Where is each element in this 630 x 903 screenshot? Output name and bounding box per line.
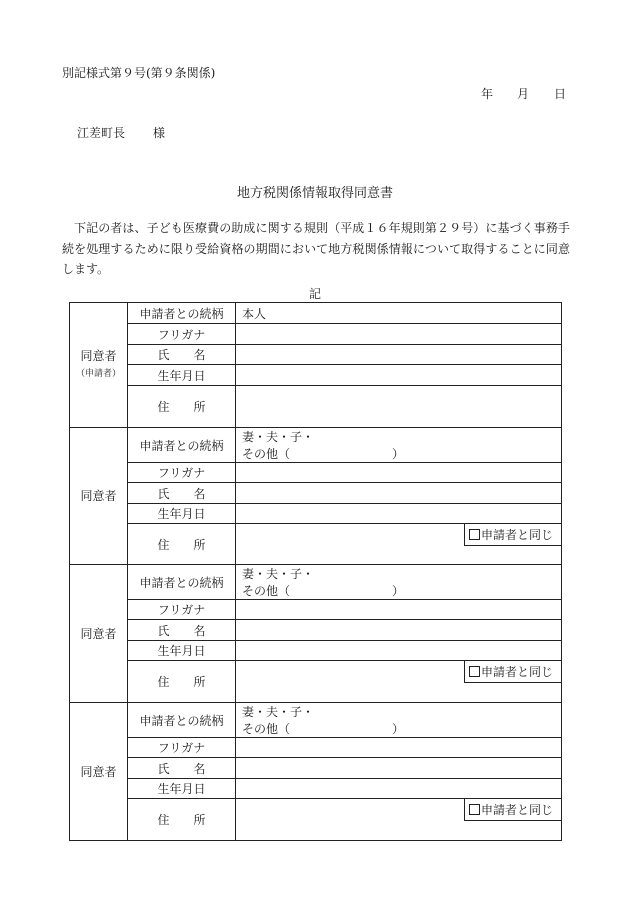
birthdate-label: 生年月日 [128, 641, 236, 661]
table-row [70, 463, 562, 483]
consent-form-table [69, 302, 562, 841]
document-title: 地方税関係情報取得同意書 [236, 186, 393, 201]
table-row [70, 600, 562, 620]
name-label: 氏 名 [128, 345, 236, 365]
birthdate-field[interactable] [236, 641, 562, 661]
same-as-applicant-checkbox[interactable] [469, 529, 480, 540]
relationship-close: ） [392, 584, 405, 598]
birthdate-label: 生年月日 [128, 504, 236, 524]
relationship-label: 申請者との続柄 [128, 303, 236, 324]
same-as-applicant-label: 申請者と同じ [480, 803, 553, 817]
consenter-cell [70, 428, 128, 565]
table-row [70, 303, 562, 324]
address-label: 住 所 [128, 524, 236, 565]
name-field[interactable] [236, 758, 562, 779]
table-row [70, 524, 562, 565]
furigana-field[interactable] [236, 738, 562, 758]
relationship-field[interactable] [236, 428, 562, 463]
form-number: 別記様式第９号(第９条関係) [62, 66, 216, 80]
date-year: 年 [481, 87, 494, 101]
address-field[interactable] [236, 661, 562, 703]
consenter-cell [70, 703, 128, 841]
birthdate-field[interactable] [236, 504, 562, 524]
date-month: 月 [517, 87, 530, 101]
address-label: 住 所 [128, 799, 236, 841]
relationship-field[interactable] [236, 703, 562, 738]
table-row [70, 758, 562, 779]
table-row [70, 483, 562, 504]
consenter-cell [70, 565, 128, 703]
table-row [70, 641, 562, 661]
consenter-label: 同意者 [80, 489, 117, 503]
date-day: 日 [554, 87, 567, 101]
relationship-label: 申請者との続柄 [128, 565, 236, 600]
same-as-applicant-checkbox[interactable] [469, 666, 480, 677]
table-row [70, 386, 562, 428]
same-as-applicant-option[interactable] [464, 661, 561, 683]
relationship-options: 妻・夫・子・その他（ [242, 430, 315, 461]
relationship-close: ） [392, 447, 405, 461]
furigana-label: フリガナ [128, 600, 236, 620]
table-row [70, 620, 562, 641]
table-row [70, 799, 562, 841]
furigana-field[interactable] [236, 463, 562, 483]
consenter-label: 同意者 [80, 764, 117, 779]
relationship-options: 妻・夫・子・その他（ [242, 567, 315, 598]
address-label: 住 所 [128, 661, 236, 703]
table-row [70, 324, 562, 345]
name-label: 氏 名 [128, 758, 236, 779]
table-row [70, 703, 562, 738]
address-label: 住 所 [128, 386, 236, 428]
birthdate-field[interactable] [236, 779, 562, 799]
furigana-field[interactable] [236, 324, 562, 345]
relationship-options: 妻・夫・子・その他（ [242, 705, 315, 736]
address-field[interactable] [236, 799, 562, 841]
date-line [481, 85, 566, 102]
furigana-label: フリガナ [128, 738, 236, 758]
relationship-field[interactable] [236, 565, 562, 600]
address-field[interactable] [236, 386, 562, 428]
same-as-applicant-label: 申請者と同じ [480, 528, 553, 542]
table-row [70, 365, 562, 386]
consenter-label: 同意者 [80, 626, 117, 641]
same-as-applicant-option[interactable] [464, 799, 561, 821]
table-row [70, 504, 562, 524]
table-row [70, 661, 562, 703]
table-row [70, 345, 562, 365]
birthdate-label: 生年月日 [128, 779, 236, 799]
addressee-honorific: 様 [153, 126, 166, 140]
table-row [70, 565, 562, 600]
address-field[interactable] [236, 524, 562, 565]
name-label: 氏 名 [128, 483, 236, 504]
relationship-label: 申請者との続柄 [128, 703, 236, 738]
name-field[interactable] [236, 483, 562, 504]
name-field[interactable] [236, 620, 562, 641]
ki-marker: 記 [308, 287, 321, 301]
consent-statement: 下記の者は、子ども医療費の助成に関する規則（平成１６年規則第２９号）に基づく事務手続を処理するために限り受給資格の期間において地方税関係情報について取得することに同意します。 [62, 221, 570, 276]
table-row [70, 428, 562, 463]
consenter-label: 同意者 [80, 349, 117, 363]
table-row [70, 779, 562, 799]
birthdate-label: 生年月日 [128, 365, 236, 386]
name-label: 氏 名 [128, 620, 236, 641]
furigana-field[interactable] [236, 600, 562, 620]
furigana-label: フリガナ [128, 324, 236, 345]
applicant-note: （申請者） [75, 369, 121, 379]
same-as-applicant-option[interactable] [464, 524, 561, 546]
birthdate-field[interactable] [236, 365, 562, 386]
consenter-cell [70, 303, 128, 428]
relationship-label: 申請者との続柄 [128, 428, 236, 463]
relationship-value[interactable]: 本人 [236, 303, 562, 324]
addressee-name: 江差町長 [77, 126, 126, 140]
same-as-applicant-label: 申請者と同じ [480, 665, 553, 679]
relationship-close: ） [392, 722, 405, 736]
table-row [70, 738, 562, 758]
addressee [77, 124, 165, 141]
same-as-applicant-checkbox[interactable] [469, 804, 480, 815]
furigana-label: フリガナ [128, 463, 236, 483]
name-field[interactable] [236, 345, 562, 365]
